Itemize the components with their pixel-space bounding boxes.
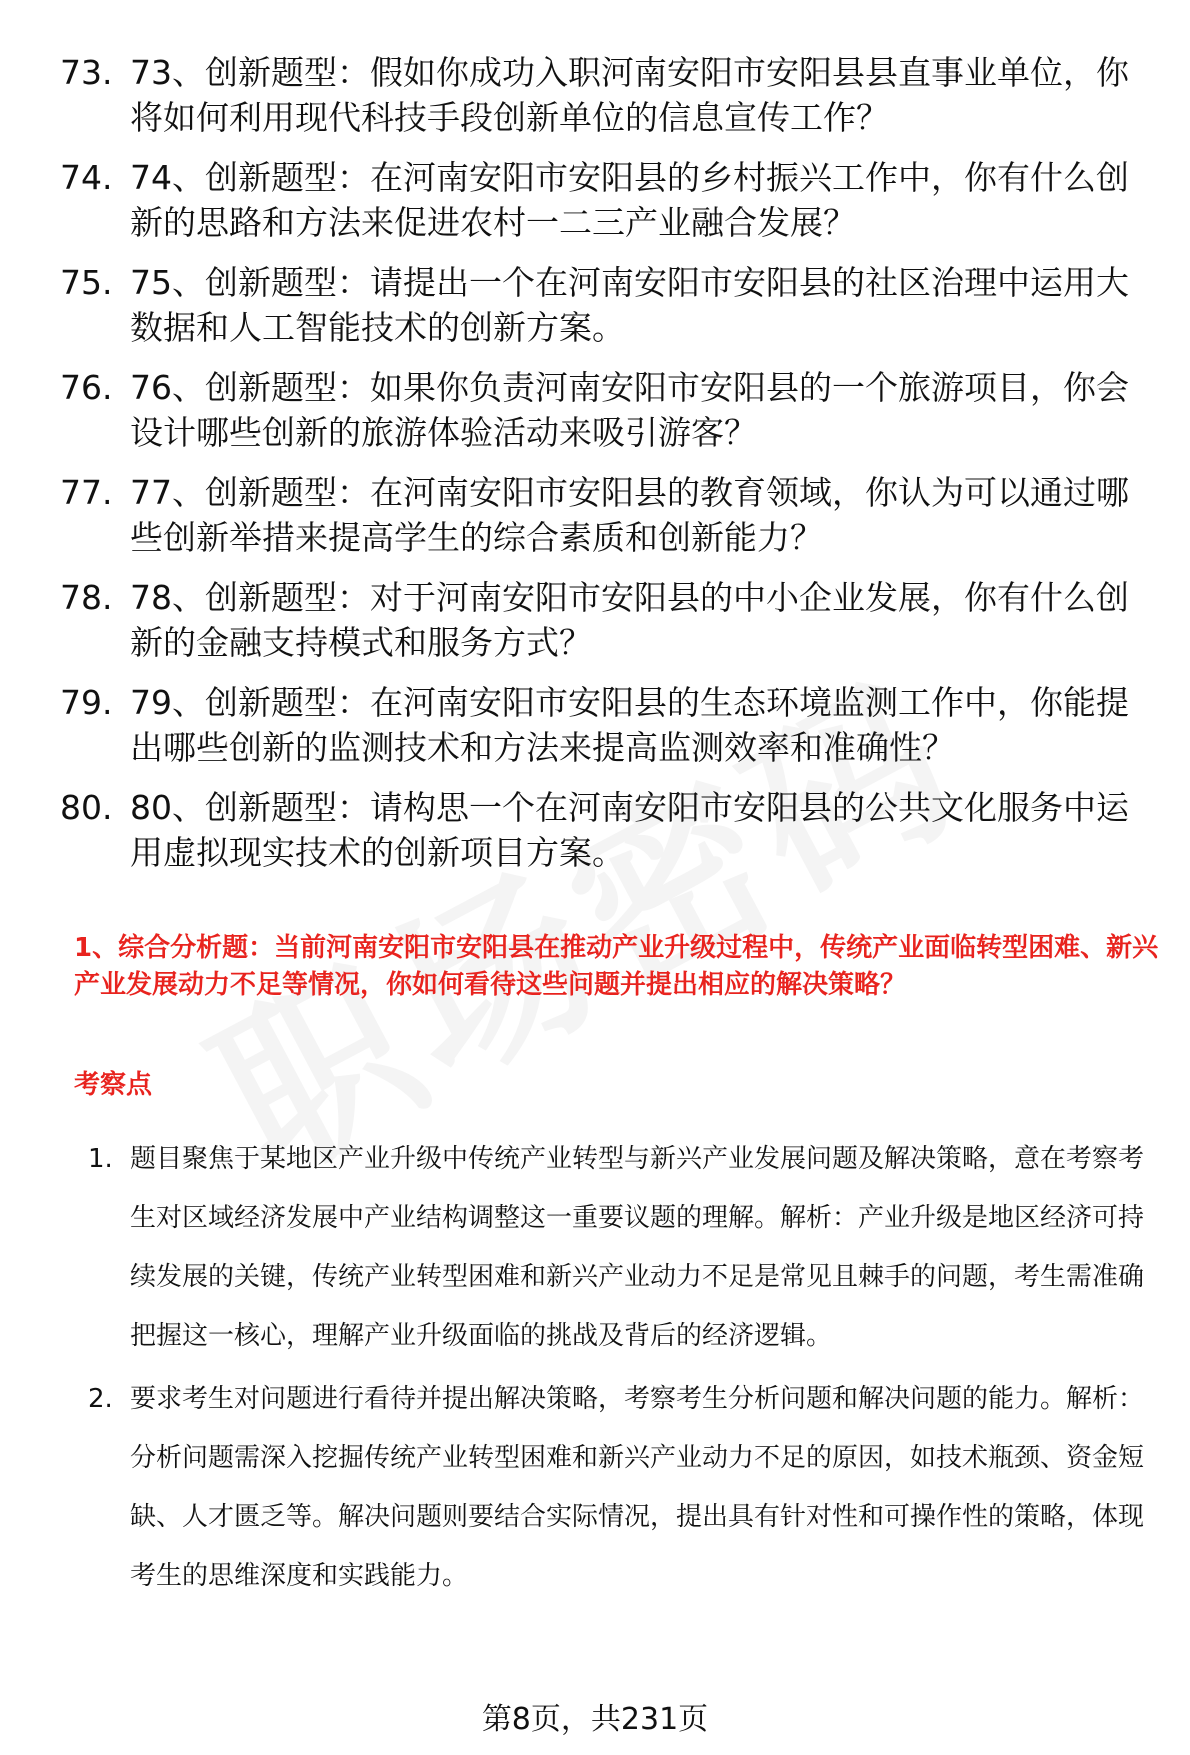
- list-item: [60, 155, 1160, 245]
- list-item: [88, 1370, 1160, 1606]
- item-number: 73.: [60, 53, 113, 92]
- list-item: [60, 50, 1160, 140]
- item-text: 73、创新题型：假如你成功入职河南安阳市安阳县县直事业单位，你将如何利用现代科技手段创新单位的信息宣传工作？: [130, 53, 1129, 137]
- list-item: [60, 785, 1160, 875]
- list-item: [60, 680, 1160, 770]
- item-number: 75.: [60, 263, 113, 302]
- item-text: 80、创新题型：请构思一个在河南安阳市安阳县的公共文化服务中运用虚拟现实技术的创新项目方案。: [130, 788, 1129, 872]
- item-number: 77.: [60, 473, 113, 512]
- item-number: 2.: [88, 1384, 113, 1414]
- list-item: [60, 365, 1160, 455]
- item-number: 78.: [60, 578, 113, 617]
- item-text: 题目聚焦于某地区产业升级中传统产业转型与新兴产业发展问题及解决策略，意在考察考生对区域经济发展中产业结构调整这一重要议题的理解。解析：产业升级是地区经济可持续发展的关键，传统产业转型困难和新兴产业动力不足是常见且棘手的问题，考生需准确把握这一核心，理解产业升级面临的挑战及背后的经济逻辑。: [130, 1144, 1145, 1351]
- item-text: 78、创新题型：对于河南安阳市安阳县的中小企业发展，你有什么创新的金融支持模式和服务方式？: [130, 578, 1129, 662]
- item-text: 74、创新题型：在河南安阳市安阳县的乡村振兴工作中，你有什么创新的思路和方法来促进农村一二三产业融合发展？: [130, 158, 1129, 242]
- item-text: 77、创新题型：在河南安阳市安阳县的教育领域，你认为可以通过哪些创新举措来提高学生的综合素质和创新能力？: [130, 473, 1129, 557]
- item-text: 79、创新题型：在河南安阳市安阳县的生态环境监测工作中，你能提出哪些创新的监测技术和方法来提高监测效率和准确性？: [130, 683, 1129, 767]
- list-item: [60, 470, 1160, 560]
- section-heading: 考察点: [74, 1070, 153, 1100]
- item-number: 76.: [60, 368, 113, 407]
- item-text: 75、创新题型：请提出一个在河南安阳市安阳县的社区治理中运用大数据和人工智能技术的创新方案。: [130, 263, 1129, 347]
- list-item: [88, 1130, 1160, 1366]
- item-number: 74.: [60, 158, 113, 197]
- list-item: [60, 260, 1160, 350]
- analysis-question: 1、综合分析题：当前河南安阳市安阳县在推动产业升级过程中，传统产业面临转型困难、新兴产业发展动力不足等情况，你如何看待这些问题并提出相应的解决策略？: [74, 933, 1159, 1000]
- exam-points-list: [88, 1130, 1160, 1610]
- item-number: 80.: [60, 788, 113, 827]
- item-text: 76、创新题型：如果你负责河南安阳市安阳县的一个旅游项目，你会设计哪些创新的旅游体验活动来吸引游客？: [130, 368, 1129, 452]
- item-number: 1.: [88, 1144, 113, 1174]
- item-number: 79.: [60, 683, 113, 722]
- question-list: [60, 50, 1160, 890]
- item-text: 要求考生对问题进行看待并提出解决策略，考察考生分析问题和解决问题的能力。解析：分析问题需深入挖掘传统产业转型困难和新兴产业动力不足的原因，如技术瓶颈、资金短缺、人才匮乏等。解决问题则要结合实际情况，提出具有针对性和可操作性的策略，体现考生的思维深度和实践能力。: [130, 1384, 1145, 1591]
- list-item: [60, 575, 1160, 665]
- page-number: 第8页，共231页: [481, 1702, 709, 1737]
